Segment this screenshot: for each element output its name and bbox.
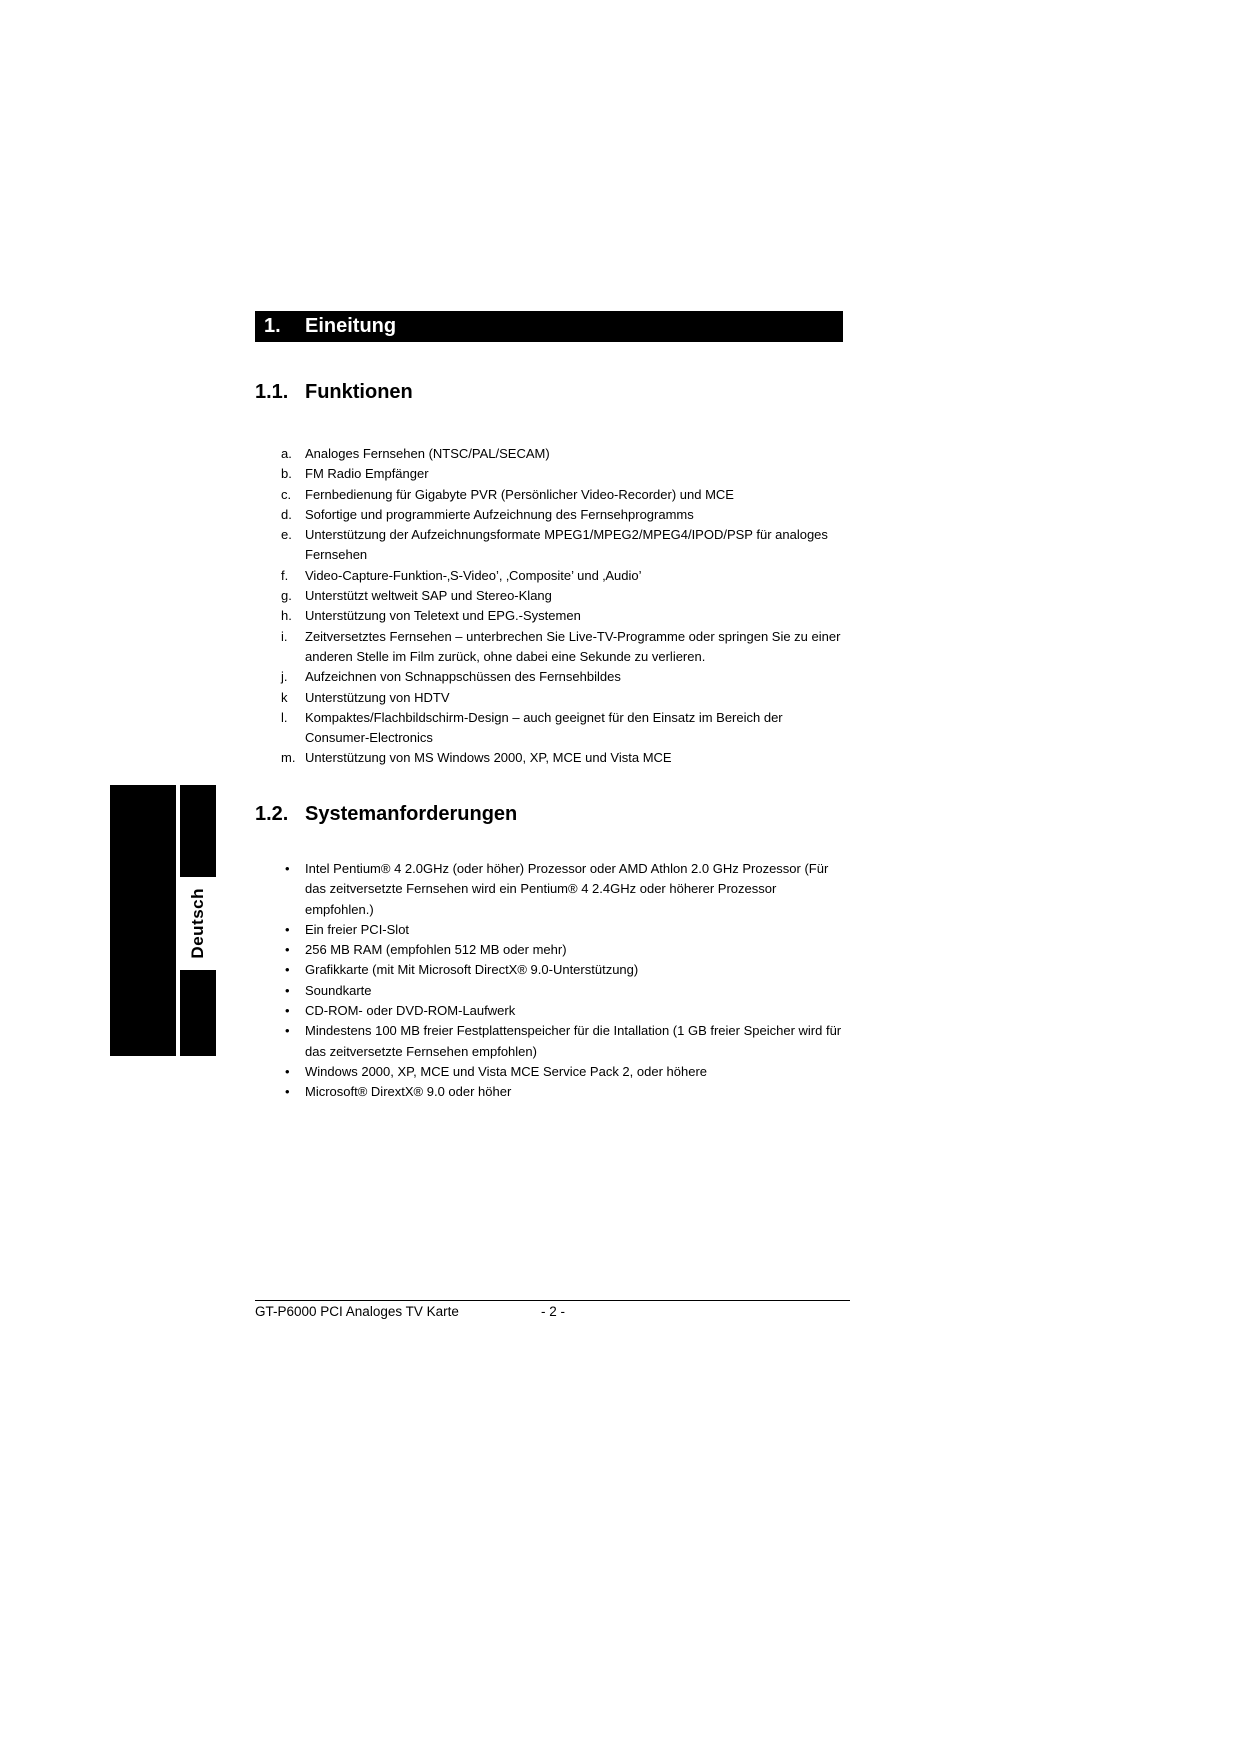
bullet-item <box>281 1001 847 1021</box>
language-label: Deutsch <box>188 888 207 959</box>
item-text: Unterstützung von MS Windows 2000, XP, MCE und Vista MCE <box>305 750 672 766</box>
item-text: Unterstützung von HDTV <box>305 689 450 705</box>
item-marker: k <box>281 689 288 705</box>
bullet-text: Ein freier PCI-Slot <box>305 921 410 937</box>
bullet-item <box>281 1062 847 1082</box>
list-item <box>281 525 847 566</box>
bullet-icon <box>281 940 305 960</box>
list-item <box>281 627 847 668</box>
section-heading-funktionen <box>255 381 413 404</box>
bullet-icon <box>281 1082 305 1102</box>
item-text: Unterstützung von Teletext und EPG.-Systemen <box>305 608 581 624</box>
item-marker: a. <box>281 446 292 461</box>
bullet-item <box>281 981 847 1001</box>
item-text: Unterstützung der Aufzeichnungsformate MPEG1/MPEG2/MPEG4/IPOD/PSP für analoges Fernsehen <box>305 527 828 563</box>
item-marker: i. <box>281 628 288 644</box>
list-item <box>281 708 847 749</box>
bullet-item <box>281 859 847 920</box>
item-marker: c. <box>281 486 292 502</box>
bullet-text: CD-ROM- oder DVD-ROM-Laufwerk <box>305 1003 516 1019</box>
chapter-number: 1. <box>264 315 281 337</box>
list-item <box>281 444 847 464</box>
item-marker: g. <box>281 588 292 604</box>
item-marker: d. <box>281 506 292 522</box>
item-marker: l. <box>281 709 288 725</box>
item-text: Video-Capture-Funktion-‚S-Video’, ‚Composite’ und ‚Audio’ <box>305 567 642 583</box>
bullet-item <box>281 940 847 960</box>
item-text: Sofortige und programmierte Aufzeichnung des Fernsehprogramms <box>305 506 694 522</box>
requirements-list <box>281 859 847 1103</box>
bullet-text: 256 MB RAM (empfohlen 512 MB oder mehr) <box>305 942 567 958</box>
bullet-item <box>281 920 847 940</box>
bullet-icon <box>281 1021 305 1041</box>
section-title: Systemanforderungen <box>305 803 518 825</box>
bullet-text: Mindestens 100 MB freier Festplattenspeicher für die Intallation (1 GB freier Speicher wird für das zeitversetzte Fernsehen empfohlen) <box>305 1023 842 1059</box>
list-item <box>281 464 847 484</box>
funktionen-list <box>281 444 847 769</box>
section-number: 1.2. <box>255 803 289 825</box>
item-text: Unterstützt weltweit SAP und Stereo-Klang <box>305 588 552 604</box>
language-tab-top-block <box>180 785 216 877</box>
bullet-icon <box>281 1062 305 1082</box>
section-title: Funktionen <box>305 381 413 403</box>
item-marker: f. <box>281 567 289 583</box>
bullet-text: Soundkarte <box>305 982 372 998</box>
item-text: FM Radio Empfänger <box>305 466 429 482</box>
footer-rule <box>255 1300 850 1301</box>
item-marker: e. <box>281 527 292 543</box>
list-item <box>281 586 847 606</box>
bullet-item <box>281 1082 847 1102</box>
footer-page-number: - 2 - <box>541 1304 566 1319</box>
section-number: 1.1. <box>255 381 289 403</box>
language-tab-right-strip <box>180 785 216 1056</box>
list-item <box>281 505 847 525</box>
item-text: Fernbedienung für Gigabyte PVR (Persönlicher Video-Recorder) und MCE <box>305 486 734 502</box>
language-tab-bottom-block <box>180 970 216 1056</box>
list-item <box>281 566 847 586</box>
item-text: Aufzeichnen von Schnappschüssen des Fernsehbildes <box>305 669 621 685</box>
language-tab <box>110 785 216 1056</box>
bullet-text: Microsoft® DirextX® 9.0 oder höher <box>305 1084 512 1100</box>
bullet-icon <box>281 920 305 940</box>
item-marker: j. <box>281 669 288 685</box>
bullet-text: Grafikkarte (mit Mit Microsoft DirectX® 9.0-Unterstützung) <box>305 962 639 978</box>
bullet-item <box>281 1021 847 1062</box>
item-text: Kompaktes/Flachbildschirm-Design – auch geeignet für den Einsatz im Bereich der Consumer-Electronics <box>305 709 783 746</box>
item-marker: h. <box>281 608 292 624</box>
language-tab-label-area <box>180 877 216 970</box>
item-marker: m. <box>281 750 296 766</box>
list-item <box>281 485 847 505</box>
item-text: Analoges Fernsehen (NTSC/PAL/SECAM) <box>305 446 550 461</box>
footer-product-label: GT-P6000 PCI Analoges TV Karte <box>255 1304 459 1319</box>
item-marker: b. <box>281 466 292 482</box>
list-item <box>281 748 847 768</box>
language-tab-left-block <box>110 785 176 1056</box>
item-text: Zeitversetztes Fernsehen – unterbrechen Sie Live-TV-Programme oder springen Sie zu einer anderen Stelle im Film zurück, ohne dabei eine Sekunde zu verlieren. <box>305 628 841 664</box>
bullet-item <box>281 960 847 980</box>
bullet-icon <box>281 981 305 1001</box>
chapter-title: Eineitung <box>305 315 397 337</box>
bullet-icon <box>281 859 305 879</box>
bullet-text: Windows 2000, XP, MCE und Vista MCE Service Pack 2, oder höhere <box>305 1063 707 1079</box>
bullet-text: Intel Pentium® 4 2.0GHz (oder höher) Prozessor oder AMD Athlon 2.0 GHz Prozessor (Für das zeitversetzte Fernsehen wird ein Pentium® 4 2.4GHz oder höherer Prozessor empfohlen.) <box>305 861 829 917</box>
chapter-header-bar <box>255 311 843 342</box>
list-item <box>281 606 847 626</box>
bullet-icon <box>281 1001 305 1021</box>
bullet-icon <box>281 960 305 980</box>
list-item <box>281 667 847 687</box>
section-heading-systemanforderungen <box>255 803 517 826</box>
list-item <box>281 688 847 708</box>
